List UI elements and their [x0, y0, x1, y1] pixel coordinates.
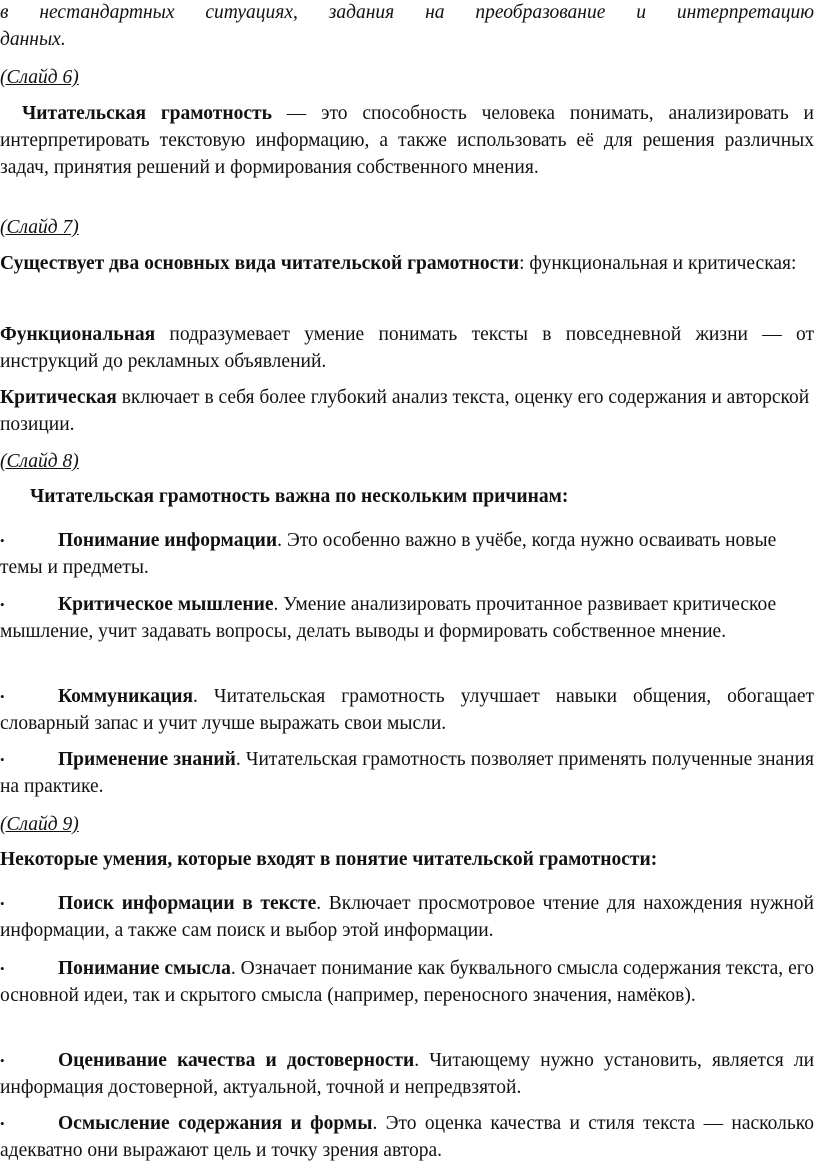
bullet-icon: •: [0, 689, 5, 704]
bullet-icon: •: [0, 896, 5, 911]
slide-8-label: (Слайд 8): [0, 451, 79, 472]
bullet-icon: •: [0, 597, 5, 612]
slide-7-p3-bold: Критическая: [0, 387, 117, 408]
list-item-text: . Читательская грамотность улучшает навыки общения, обогащает словарный запас и учит лучше выражать свои мысли.: [0, 686, 814, 734]
list-item: [0, 955, 814, 1009]
slide-6-text: — это способность человека понимать, анализировать и интерпретировать текстовую информацию, а также использовать её для решения различных задач, принятия решений и формирования собственного мнения.: [0, 103, 814, 178]
bullet-icon: •: [0, 961, 5, 976]
list-item: [0, 1110, 814, 1164]
slide-7-p1-text: : функциональная и критическая:: [519, 253, 797, 274]
slide-9-heading: [0, 846, 657, 873]
list-item-bold: Критическое мышление: [58, 594, 274, 615]
slide-9-heading-text: Некоторые умения, которые входят в понятие читательской грамотности:: [0, 849, 658, 870]
list-item: [0, 746, 814, 800]
list-item: [0, 890, 814, 944]
list-item-text: . Это оценка качества и стиля текста — насколько адекватно они выражают цель и точку зрения автора.: [0, 1113, 815, 1161]
list-item-bold: Понимание смысла: [58, 958, 231, 979]
bullet-icon: •: [0, 1053, 5, 1068]
list-item-bold: Применение знаний: [58, 749, 236, 770]
list-item-bold: Поиск информации в тексте: [58, 893, 317, 914]
list-item-bold: Осмысление содержания и формы: [58, 1113, 373, 1134]
list-item-text: . Означает понимание как буквального смысла содержания текста, его основной идеи, так и скрытого смысла (например, переносного значения, намёков).: [0, 958, 814, 1006]
slide-7-p1-bold: Существует два основных вида читательской грамотности: [0, 253, 520, 274]
list-item: [0, 527, 780, 581]
slide-6-label: (Слайд 6): [0, 67, 79, 88]
slide-6-paragraph: [0, 100, 814, 181]
bullet-icon: •: [0, 1116, 5, 1131]
list-item: [0, 591, 790, 645]
list-item: [0, 1047, 814, 1101]
list-item-bold: Коммуникация: [58, 686, 194, 707]
slide-7-paragraph-2: [0, 321, 814, 375]
intro-line-2: данных.: [0, 29, 66, 50]
slide-7-paragraph-1: [0, 250, 814, 277]
slide-7-paragraph-3: [0, 384, 814, 438]
intro-line-1: в нестандартных ситуациях, задания на преобразование и интерпретацию: [0, 2, 814, 23]
bullet-icon: •: [0, 752, 5, 767]
slide-9-label: (Слайд 9): [0, 814, 79, 835]
slide-8-heading: [30, 483, 568, 510]
bullet-icon: •: [0, 533, 5, 548]
list-item-text: . Читающему нужно установить, является ли информация достоверной, актуальной, точной и непредвзятой.: [0, 1050, 815, 1098]
list-item: [0, 683, 814, 737]
slide-6-term: Читательская грамотность: [22, 103, 272, 124]
list-item-text: . Это особенно важно в учёбе, когда нужно осваивать новые темы и предметы.: [0, 530, 777, 578]
slide-7-p3-text: включает в себя более глубокий анализ текста, оценку его содержания и авторской позиции.: [0, 387, 810, 435]
slide-7-label: (Слайд 7): [0, 217, 79, 238]
list-item-text: . Умение анализировать прочитанное развивает критическое мышление, учит задавать вопросы, делать выводы и формировать собственное мнение.: [0, 594, 777, 642]
list-item-bold: Понимание информации: [58, 530, 278, 551]
list-item-bold: Оценивание качества и достоверности: [58, 1050, 415, 1071]
slide-7-p2-text: подразумевает умение понимать тексты в повседневной жизни — от инструкций до рекламных объявлений.: [0, 324, 814, 372]
list-item-text: . Читательская грамотность позволяет применять полученные знания на практике.: [0, 749, 814, 797]
slide-7-p2-bold: Функциональная: [0, 324, 156, 345]
slide-8-heading-text: Читательская грамотность важна по нескольким причинам:: [30, 486, 569, 507]
list-item-text: . Включает просмотровое чтение для нахождения нужной информации, а также сам поиск и выбор этой информации.: [0, 893, 814, 941]
